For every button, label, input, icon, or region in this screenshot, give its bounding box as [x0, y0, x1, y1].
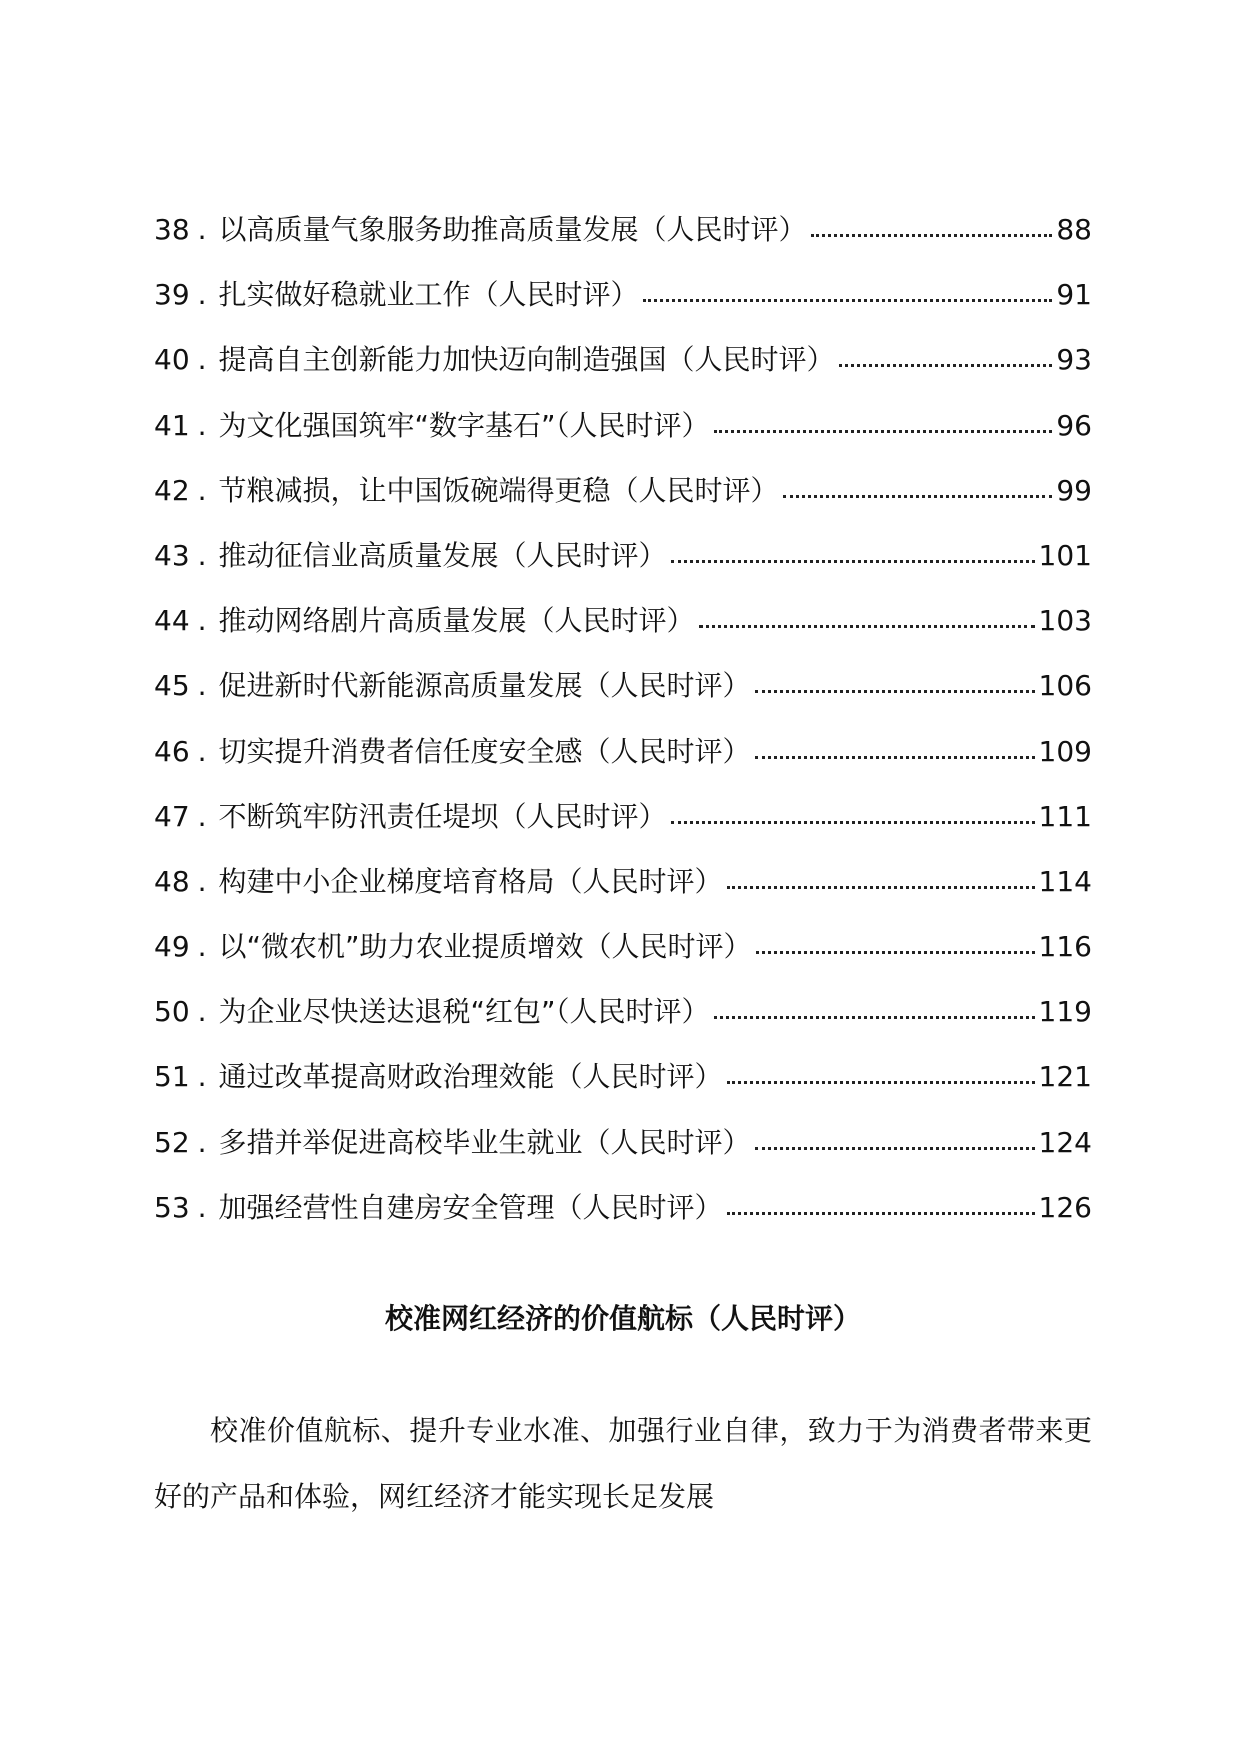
- toc-entry-separator: .: [197, 604, 207, 638]
- toc-entry-title: 节粮减损，让中国饭碗端得更稳（人民时评）: [218, 473, 779, 507]
- toc-dot-leader: [783, 495, 1053, 498]
- toc-entry-title: 为企业尽快送达退税“红包”（人民时评）: [218, 995, 710, 1029]
- toc-entry-page-number: 101: [1038, 538, 1092, 572]
- toc-dot-leader: [727, 1081, 1035, 1084]
- toc-entry-number: 49: [154, 930, 190, 964]
- toc-entry-separator: .: [197, 408, 207, 442]
- toc-dot-leader: [756, 951, 1035, 954]
- article-title: 校准网红经济的价值航标（人民时评）: [384, 1302, 861, 1335]
- toc-entry-title: 不断筑牢防汛责任堤坝（人民时评）: [218, 799, 667, 833]
- toc-entry[interactable]: [154, 213, 1092, 281]
- toc-entry-title: 以高质量气象服务助推高质量发展（人民时评）: [218, 213, 807, 246]
- toc-dot-leader: [755, 756, 1035, 759]
- toc-entry[interactable]: [154, 669, 1092, 737]
- toc-dot-leader: [727, 1212, 1035, 1215]
- toc-entry-number: 45: [154, 669, 190, 703]
- toc-entry-separator: .: [197, 864, 207, 898]
- toc-entry-title: 通过改革提高财政治理效能（人民时评）: [218, 1060, 723, 1094]
- toc-entry-page-number: 114: [1038, 864, 1092, 898]
- toc-entry-title: 多措并举促进高校毕业生就业（人民时评）: [218, 1125, 751, 1159]
- toc-dot-leader: [671, 560, 1035, 563]
- toc-entry-title: 推动网络剧片高质量发展（人民时评）: [218, 604, 695, 638]
- toc-entry-page-number: 121: [1038, 1060, 1092, 1094]
- toc-entry-title: 加强经营性自建房安全管理（人民时评）: [218, 1190, 723, 1224]
- toc-entry[interactable]: [154, 1060, 1092, 1128]
- toc-entry[interactable]: [154, 995, 1092, 1063]
- toc-entry[interactable]: [154, 408, 1092, 477]
- toc-entry-number: 53: [154, 1190, 190, 1224]
- toc-entry-page-number: 96: [1056, 408, 1092, 442]
- toc-entry-page-number: 124: [1038, 1125, 1092, 1159]
- toc-entry-title: 推动征信业高质量发展（人民时评）: [218, 538, 667, 572]
- toc-entry-number: 50: [154, 995, 190, 1029]
- toc-entry-separator: .: [197, 473, 207, 507]
- toc-entry[interactable]: [154, 604, 1092, 672]
- toc-entry-separator: .: [197, 343, 207, 377]
- toc-dot-leader: [699, 625, 1035, 628]
- toc-entry[interactable]: [154, 1190, 1092, 1259]
- toc-entry-separator: .: [197, 669, 207, 703]
- toc-entry-number: 51: [154, 1060, 190, 1094]
- toc-entry-separator: .: [197, 1125, 207, 1159]
- toc-entry-title: 促进新时代新能源高质量发展（人民时评）: [218, 669, 751, 703]
- toc-entry-title: 扎实做好稳就业工作（人民时评）: [218, 278, 639, 312]
- toc-entry-separator: .: [197, 213, 207, 246]
- toc-dot-leader: [714, 430, 1053, 433]
- toc-entry-number: 44: [154, 604, 190, 638]
- table-of-contents: [154, 213, 1092, 1259]
- toc-entry[interactable]: [154, 343, 1092, 411]
- toc-entry[interactable]: [154, 278, 1092, 346]
- toc-entry-number: 38: [154, 213, 190, 246]
- toc-entry-separator: .: [197, 1060, 207, 1094]
- toc-dot-leader: [755, 690, 1035, 693]
- toc-entry-page-number: 99: [1056, 473, 1092, 507]
- toc-dot-leader: [755, 1147, 1035, 1150]
- toc-entry-number: 48: [154, 864, 190, 898]
- toc-entry-number: 43: [154, 538, 190, 572]
- toc-entry-separator: .: [197, 278, 207, 312]
- toc-entry-number: 47: [154, 799, 190, 833]
- toc-entry-page-number: 103: [1038, 604, 1092, 638]
- toc-dot-leader: [714, 1016, 1035, 1019]
- toc-entry-number: 39: [154, 278, 190, 312]
- toc-entry[interactable]: [154, 538, 1092, 607]
- toc-entry-number: 46: [154, 734, 190, 768]
- toc-entry[interactable]: [154, 930, 1092, 998]
- toc-entry-separator: .: [197, 995, 207, 1029]
- toc-entry-number: 42: [154, 473, 190, 507]
- toc-dot-leader: [811, 234, 1053, 237]
- toc-entry-page-number: 126: [1038, 1190, 1092, 1224]
- toc-dot-leader: [671, 821, 1035, 824]
- toc-entry-page-number: 88: [1056, 213, 1092, 246]
- toc-entry[interactable]: [154, 864, 1092, 933]
- toc-entry-number: 41: [154, 408, 190, 442]
- toc-entry-title: 构建中小企业梯度培育格局（人民时评）: [218, 864, 723, 898]
- toc-entry-page-number: 91: [1056, 278, 1092, 312]
- article-body: 校准价值航标、提升专业水准、加强行业自律，致力于为消费者带来更好的产品和体验，网红经济才能实现长足发展: [154, 1414, 1092, 1513]
- toc-entry-page-number: 109: [1038, 734, 1092, 768]
- toc-entry[interactable]: [154, 473, 1092, 542]
- toc-entry-title: 切实提升消费者信任度安全感（人民时评）: [218, 734, 751, 768]
- toc-entry[interactable]: [154, 799, 1092, 868]
- toc-entry-number: 52: [154, 1125, 190, 1159]
- toc-entry-separator: .: [197, 734, 207, 768]
- toc-entry[interactable]: [154, 734, 1092, 803]
- toc-entry-page-number: 119: [1038, 995, 1092, 1029]
- toc-entry-separator: .: [197, 799, 207, 833]
- toc-entry-page-number: 106: [1038, 669, 1092, 703]
- toc-entry-number: 40: [154, 343, 190, 377]
- toc-entry[interactable]: [154, 1125, 1092, 1194]
- toc-dot-leader: [643, 299, 1053, 302]
- toc-entry-separator: .: [197, 538, 207, 572]
- toc-entry-page-number: 111: [1038, 799, 1092, 833]
- toc-dot-leader: [839, 364, 1053, 367]
- toc-entry-separator: .: [197, 930, 207, 964]
- toc-entry-page-number: 93: [1056, 343, 1092, 377]
- toc-entry-title: 为文化强国筑牢“数字基石”（人民时评）: [218, 408, 710, 442]
- toc-entry-page-number: 116: [1038, 930, 1092, 964]
- toc-entry-separator: .: [197, 1190, 207, 1224]
- toc-entry-title: 提高自主创新能力加快迈向制造强国（人民时评）: [218, 343, 835, 377]
- toc-entry-title: 以“微农机”助力农业提质增效（人民时评）: [218, 930, 752, 964]
- toc-dot-leader: [727, 886, 1035, 889]
